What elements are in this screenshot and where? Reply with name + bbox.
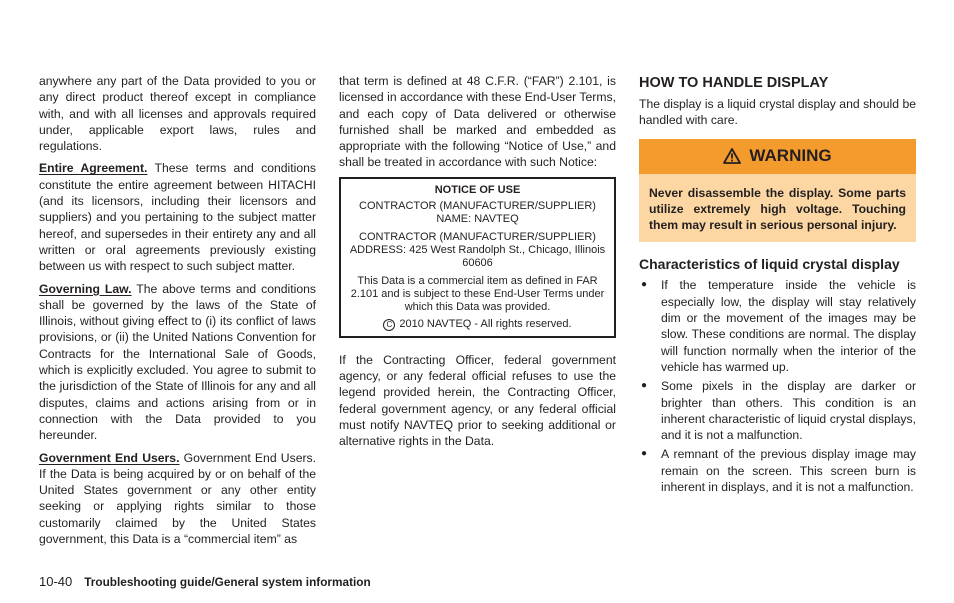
government-end-users-text: Government End Users. If the Data is being acquired by or on behalf of the United States government or any other entity seeking or applying rights similar to those customarily claimed by the United States government, this Data is a “commercial item” as	[39, 450, 317, 547]
left-column	[39, 73, 316, 553]
governing-law-text: The above terms and conditions shall be governed by the laws of the State of Illinois, without giving effect to (i) its conflict of laws provisions, or (ii) the United Nations Convention for Contracts for the International Sale of Goods, which is explicitly excluded. You agree to submit to the jurisdiction of the State of Illinois for any and all disputes, claims and actions arising from or in connection with the Data provided to you hereunder.	[39, 281, 317, 443]
notice-title: NOTICE OF USE	[434, 183, 521, 196]
commercial-item-statement: This Data is a commercial item as defined in FAR 2.101 and is subject to these End-User Terms under which this Data was provided.	[350, 274, 605, 314]
entire-agreement-term: Entire Agreement.	[39, 161, 148, 176]
export-paragraph: anywhere any part of the Data provided to you or any direct product thereof except in compliance with, and with all licenses and approvals required under, applicable export laws, rules and regulations.	[39, 74, 316, 154]
subsection-heading: Characteristics of liquid crystal display	[639, 256, 900, 273]
page-number: 10-40	[39, 574, 73, 589]
list-item: ● Some pixels in the display are darker or brighter than others. This condition is an inherent characteristic of liquid crystal displays, and it is not a malfunction.	[641, 379, 916, 443]
copyright-line	[345, 318, 610, 331]
list-item: ● A remnant of the previous display image may remain on the screen. This screen burn is inherent in displays, and it is not a malfunction.	[641, 447, 916, 495]
footer-title: Troubleshooting guide/General system information	[84, 575, 371, 589]
contractor-address: CONTRACTOR (MANUFACTURER/SUPPLIER) ADDRESS: 425 West Randolph St., Chicago, Illinois 60606	[349, 230, 606, 270]
government-end-users-term: Government End Users.	[39, 450, 180, 465]
warning-header	[639, 139, 916, 174]
section-heading: HOW TO HANDLE DISPLAY	[639, 75, 829, 91]
government-end-users-paragraph	[39, 450, 316, 548]
warning-triangle-icon	[723, 148, 741, 164]
list-item: ● If the temperature inside the vehicle is especially low, the display will stay relatively dim or the movement of the images may be slow. These conditions are normal. The display will function normally when the interior of the vehicle has warmed up.	[641, 278, 916, 374]
governing-law-paragraph	[39, 281, 316, 444]
bullet-icon: ●	[641, 279, 648, 291]
bullet-icon: ●	[641, 380, 648, 392]
middle-column	[339, 73, 616, 456]
display-intro: The display is a liquid crystal display and should be handled with care.	[639, 97, 916, 128]
entire-agreement-paragraph	[39, 160, 316, 274]
notice-of-use-box	[339, 177, 616, 338]
warning-title: WARNING	[749, 145, 832, 165]
governing-law-term: Governing Law.	[39, 281, 132, 296]
far-paragraph: that term is defined at 48 C.F.R. (“FAR”) 2.101, is licensed in accordance with these End-User Terms, and each copy of Data delivered or otherwise furnished shall be marked and embedded as appropriate with the following “Notice of Use,” and shall be treated in accordance with such Notice:	[339, 74, 616, 170]
contracting-officer-paragraph: If the Contracting Officer, federal government agency, or any federal official refuses to use the legend provided herein, the Contracting Officer, federal government agency, or any federal official must notify NAVTEQ prior to seeking additional or alternative rights in the Data.	[339, 352, 616, 449]
warning-box	[639, 139, 916, 243]
contractor-name: CONTRACTOR (MANUFACTURER/SUPPLIER) NAME: NAVTEQ	[359, 200, 596, 226]
bullet-icon: ●	[641, 448, 648, 460]
right-column	[639, 73, 916, 498]
entire-agreement-text: These terms and conditions constitute the entire agreement between HITACHI (and its licensors, including their licensors and suppliers) and you pertaining to the subject matter hereof, and supersedes in their entirety any and all written or oral agreements previously existing between us with respect to such subject matter.	[39, 161, 316, 274]
copyright-text: 2010 NAVTEQ - All rights reserved.	[399, 318, 572, 331]
characteristics-list	[639, 277, 916, 495]
warning-text: Never disassemble the display. Some parts utilize extremely high voltage. Touching them may result in serious personal injury.	[639, 174, 916, 243]
copyright-icon: C	[383, 319, 395, 331]
page-footer	[39, 574, 371, 589]
